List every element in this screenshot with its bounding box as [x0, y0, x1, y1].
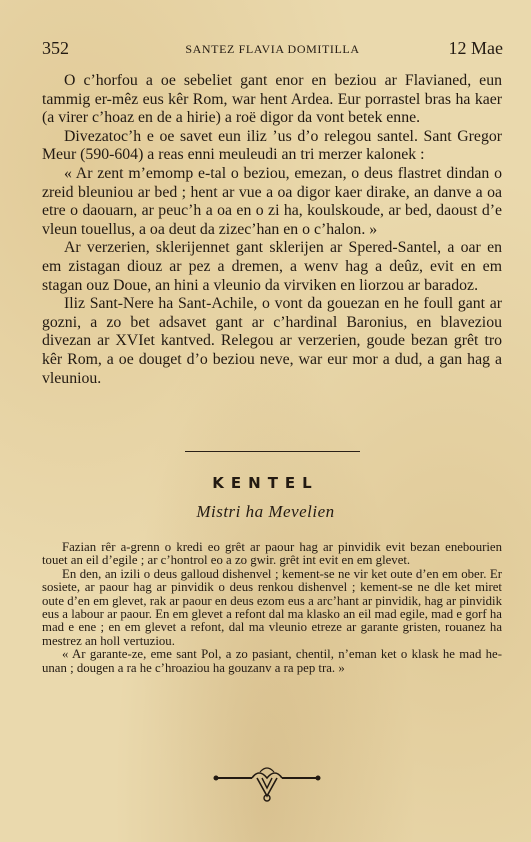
page-header [42, 38, 503, 60]
running-title: SANTEZ FLAVIA DOMITILLA [185, 42, 360, 56]
paragraph: Fazian rêr a-grenn o kredi eo grêt ar paour hag ar pinvidik evit bezan enebourien touet an eil d’egile ; ar c’hontrol eo a zo gwir. grêt int evit en em glevet. [42, 540, 502, 568]
paragraph: « Ar garante-ze, eme sant Pol, a zo pasiant, chentil, n’eman ket o klask he mad he-unan ; dougen a ra he c’hroaziou ha gouzanv a ra pep tra. » [42, 647, 502, 675]
paragraph: Ar verzerien, sklerijennet gant sklerijen ar Spered-Santel, a oar en em zistagan diouz ar pez a dremen, a wenv hag a deûz, evit en em stagan ouz Doue, an hini a vleunio da virviken en liorzou ar baradoz. [42, 239, 502, 294]
paragraph: Iliz Sant-Nere ha Sant-Achile, o vont da gouezan en he foull gant ar gozni, a zo bet adsavet gant ar c’hardinal Baronius, en blaveziou divezan ar XVIet kantved. Relegou ar verzerien, goude bezan grêt tro kêr Rom, a oe douget d’o beziou neve, war eur mor a dud, a gan hag a vleuniou. [42, 295, 502, 387]
lesson-text [42, 541, 502, 675]
main-text [42, 72, 502, 388]
section-subtitle: Mistri ha Mevelien [196, 502, 335, 521]
paragraph: O c’horfou a oe sebeliet gant enor en beziou ar Flavianed, eun tammig er-mêz eus kêr Rom, war hent Ardea. Eur porrastel bras ha kaer (a virer c’hoaz en de a hirie) a roë digor da vont betek enne. [42, 72, 502, 127]
paragraph: En den, an izili o deus galloud dishenvel ; kement-se ne vir ket oute d’en em ober. Er sosiete, ar paour hag ar pinvidik o deus renkou dishenvel ; kement-se ne dle ket miret oute d’en em glevet, rak ar paour en deus ezom eus a arc’hant ar pinvidik, hag ar pinvidik eus a labour ar paour. En em glevet a refont dal ma klasko an eil mad egile, mad e gorf ha mad e ene ; en em glevet a refont, dal ma vleunio etreze ar garante gristen, rouanez ha mestrez an holl vertuziou. [42, 566, 502, 648]
paragraph: « Ar zent m’emomp e-tal o beziou, emezan, o deus flastret dindan o zreid bleuniou ar bed ; hent ar vue a oa digor kaer dirake, an danve a oa etre o daouarn, ar peuc’h a oa en o zi ha, koulskoude, ar bed, daoust d’e vleun touellus, a oa deut da zizec’han en o c’halon. » [42, 164, 502, 238]
page-number: 352 [42, 38, 69, 58]
section-divider [185, 451, 360, 452]
running-date: 12 Mae [448, 38, 503, 58]
section-title: KENTEL [212, 474, 319, 492]
decorative-ornament-icon [212, 764, 322, 804]
paragraph: Divezatoc’h e oe savet eun iliz ’us d’o relegou santel. Sant Gregor Meur (590-604) a reas enni meuleudi an tri merzer kalonek : [42, 127, 502, 164]
